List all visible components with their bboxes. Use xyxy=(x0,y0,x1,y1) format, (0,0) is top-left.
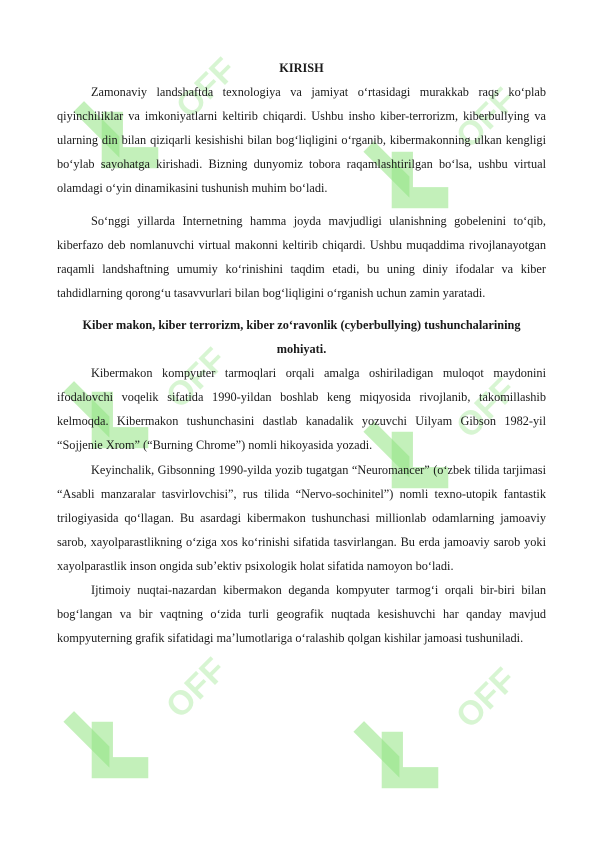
watermark-text: OFF xyxy=(158,340,234,416)
watermark-text: OFF xyxy=(448,660,524,736)
page-title: KIRISH xyxy=(279,61,324,75)
watermark-text: OFF xyxy=(168,50,244,126)
paragraph: Zamonaviy landshaftda texnologiya va jamiyat o‘rtasidagi murakkab raqs ko‘plab qiyinchiliklar va imkoniyatlarni keltirib chiqardi. Ushbu insho kiber-terrorizm, kiberbullying va ularning din bilan qiziqarli kesishishi bilan bog‘liqligini o‘rganib, kibermakonning ulkan kengligi bo‘ylab sayohatga kirishadi. Bizning dunyomiz tobora raqamlashtirilgan bo‘lsa, ushbu virtual olamdagi o‘yin dinamikasini tushunish muhim bo‘ladi. xyxy=(57,85,546,196)
section-heading: Kiber makon, kiber terrorizm, kiber zo‘ravonlik (cyberbullying) tushunchalarining mohiyati. xyxy=(82,317,521,357)
paragraph: Ijtimoiy nuqtai-nazardan kibermakon deganda kompyuter tarmog‘i orqali bir-biri bilan bog‘langan va bir vaqtning o‘zida turli geografik nuqtada kesishuvchi har qanday mavjud kompyuterning grafik sifatidagi ma’lumotlariga o‘ralashib qolgan kishilar jamoasi tushuniladi. xyxy=(57,582,546,646)
paragraph: Keyinchalik, Gibsonning 1990-yilda yozib tugatgan “Neuromancer” (o‘zbek tilida tarjimasi “Asabli manzaralar tasvirlovchisi”, rus tilida “Nervo-sochinitel”) nomli texno-utopik fantastik trilogiyasida qo‘llagan. Bu asardagi kibermakon tushunchasi millionlab odamlarning jamoaviy sarob, xayolparastlikning o‘ziga xos ko‘rinishi sifatida tasvirlangan. Bu erda jamoaviy sarob yoki xayolparastlik inson ongida sub’ektiv psixologik holat sifatida namoyon bo‘ladi. xyxy=(57,462,546,573)
paragraph: Kibermakon kompyuter tarmoqlari orqali amalga oshiriladigan muloqot maydonini ifodalovchi voqelik sifatida 1990-yildan boshlab keng miqyosida rivojlanib, takomillashib kelmoqda. Kibermakon tushunchasini dastlab kanadalik yozuvchi Uilyam Gibson 1982-yil “Sojjenie Xrom” (“Burning Chrome”) nomli hikoyasida yozadi. xyxy=(57,366,546,453)
paragraph: So‘nggi yillarda Internetning hamma joyda mavjudligi ulanishning gobelenini to‘qib, kiberfazo deb nomlanuvchi virtual makonni keltirib chiqardi. Ushbu muqaddima rivojlanayotgan raqamli landshaftning umumiy ko‘rinishini taqdim etadi, bu uning diniy ifodalar va kiber tahdidlarning qorong‘u tasavvurlari bilan bog‘liqligini o‘rganish uchun zamin yaratadi. xyxy=(57,213,546,300)
watermark-text: OFF xyxy=(448,370,524,446)
watermark-text: OFF xyxy=(158,650,234,726)
watermark-text: OFF xyxy=(448,80,524,156)
document-body xyxy=(57,56,546,650)
